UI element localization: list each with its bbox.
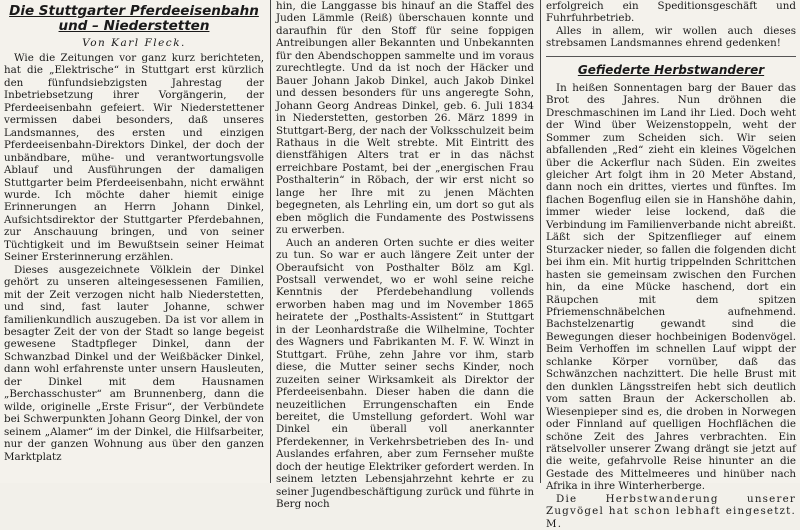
article-headline: Die Stuttgarter Pferdeeisenbahn und – Niederstetten (9, 3, 259, 34)
section-headline: Gefiederte Herbstwanderer (546, 56, 796, 77)
section-paragraph: In heißen Sonnentagen barg der Bauer das Brot des Jahres. Nun dröhnen die Dreschmaschinen im Land ihr Lied. Doch weht der Wind über Weizenstoppeln, weht der Sommer zum Scheiden sich. Wir seien abfallenden „Red“ zieht ein kleines Vögelchen über die Ackerflur nach Süden. Ein zweites gleicher Art folgt ihm in 20 Meter Abstand, dann noch ein drittes, viertes und fünftes. Im flachen Bogenflug eilen sie in Hanshöhe dahin, immer wieder leise lockend, daß die Verbindung im Familienverbande nicht abreißt. Läßt sich der Spitzenflieger auf einem Sturzacker nieder, so fallen die folgenden dicht bei ihm ein. Mit hurtig trippelnden Schrittchen hasten sie gemeinsam zwischen den Furchen hin, da eine Mücke haschend, dort ein Räupchen mit dem spitzen Pfriemenschnäbelchen aufnehmend. Bachstelzenartig gewandt sind die Bewegungen dieser hochbeinigen Bodenvögel. Beim Verhoffen im schnellen Lauf wippt der schlanke Körper vornüber, daß das Schwänzchen nachzittert. Die helle Brust mit den dunklen Längsstreifen hebt sich deutlich vom satten Braun der Ackerschollen ab. Wiesenpieper sind es, die droben in Norwegen oder Finnland auf quelligen Hochflächen die schöne Zeit des Jahres verbrachten. Ein rätselvoller unserer Zwang drängt sie jetzt auf die weite, gefahrvolle Reise hinunter an die Gestade des Mittelmeeres und hinüber nach Afrika in ihre Winterherberge. (546, 81, 796, 493)
article-paragraph: Alles in allem, wir wollen auch dieses strebsamen Landsmannes ehrend gedenken! (546, 24, 796, 50)
article-paragraph: hin, die Langgasse bis hinauf an die Staffel des Juden Lämmle (Reiß) überschauen konnte und daraufhin für den Stoff für seine foppigen Antreibungen aller Bekannten und Unbekannten für den Abendschoppen sammelte und im voraus zurechtlegte. Und da ist noch der Häcker und Bauer Johann Jakob Dinkel, auch Jakob Dinkel und dessen besonders für uns angeregte Sohn, Johann Georg Andreas Dinkel, geb. 6. Juli 1834 in Niederstetten, gestorben 26. März 1899 in Stuttgart-Berg, der nach der Volksschulzeit beim Rathaus in die Welt strebte. Mit Eintritt des dienstfähigen Alters trat er in das nächst erreichbare Postamt, bei der „energischen Frau Posthalterin“ in Röbach, der wir erst nicht so lange her Ihre mit zu jenen Mächten begegneten, als Lehrling ein, um dort so gut als eben möglich die Fundamente des Postwissens zu erwerben. (276, 0, 534, 237)
column-rule (270, 0, 271, 483)
article-paragraph: Wie die Zeitungen vor ganz kurz berichteten, hat die „Elektrische“ in Stuttgart erst kürzlich den fünfundsiebzigsten Jahrestag der Inbetriebsetzung ihrer Vorgängerin, der Pferdeeisenbahn gefeiert. Wir Niederstettener vermissen dabei besonders, daß unseres Landsmannes, des ersten und einzigen Pferdeeisenbahn-Direktors Dinkel, der doch der unbändbare, mühe- und verantwortungsvolle Ablauf und Ausführungen der damaligen Stuttgarter beim Pferdeeisenbahn, nicht erwähnt wurde. Ich möchte daher hiemit einige Erinnerungen an Herrn Johann Dinkel, Aufsichtsdirektor der Stuttgarter Pferdebahnen, zur Anschauung bringen, und von seiner Tüchtigkeit und im Bewußtsein seiner Heimat Seiner Ersterinnerung erzählen. (4, 52, 264, 264)
column-3 (542, 0, 800, 530)
article-byline: Von Karl Fleck. (82, 37, 186, 49)
section-closing: Die Herbstwanderung unserer Zugvögel hat schon lebhaft eingesetzt. M. (546, 492, 796, 530)
article-paragraph: Dieses ausgezeichnete Völklein der Dinkel gehört zu unseren alteingesessenen Familien, mit der Zeit verzogen nicht halb Niederstetten, und sind, fast lauter Johanne, schwer familienkundlich auszugeben. Da ist vor allem in besagter Zeit der von der Stadt so lange begeist gewesene Stadtpfleger Dinkel, dann der Schwanzbad Dinkel und der Weißbäcker Dinkel, dann wohl erfahrenste unter unsern Hausleuten, der Dinkel mit dem Hausnamen „Berchasschuster“ am Brunnenberg, dann die wilde, originelle „Erste Frisur“, der Verbündete bei Schwerpunkten Johann Georg Dinkel, der von seinem „Alamer“ im der Dinkel, die Hilfsarbeiter, nur der ganzen Wohnung aus über den ganzen Marktplatz (4, 263, 264, 463)
column-2 (272, 0, 538, 511)
column-rule (540, 0, 541, 483)
column-1 (0, 0, 268, 483)
article-paragraph: Auch an anderen Orten suchte er dies weiter zu tun. So war er auch längere Zeit unter der Oberaufsicht von Posthalter Bölz am Kgl. Postsall verwendet, wo er wohl seine reiche Kenntnis der Pferdebehandlung vollends erworben haben mag und im November 1865 heiratete der „Posthalts-Assistent“ in Stuttgart in der Leonhardstraße die Wilhelmine, Tochter des Wagners und Fabrikanten M. F. W. Winzt in Stuttgart. Frühe, zehn Jahre vor ihm, starb diese, die Mutter seiner sechs Kinder, noch zuzeiten seiner Wirksamkeit als Direktor der Pferdeeisenbahn. Dieser haben die dann die neuzeitlichen Errungenschaften ein Ende bereitet, die Umstellung gefordert. Wohl war Dinkel ein überall voll anerkannter Pferdekenner, in Verkehrsbetrieben des In- und Auslandes erfahren, aber zum Fernseher mußte doch der heutige Elektriker gefordert werden. In seinem letzten Lebensjahrzehnt kehrte er zu seiner Jugendbeschäftigung zurück und führte in Berg noch (276, 236, 534, 511)
article-paragraph: erfolgreich ein Speditionsgeschäft und Fuhrfuhrbetrieb. (546, 0, 796, 25)
